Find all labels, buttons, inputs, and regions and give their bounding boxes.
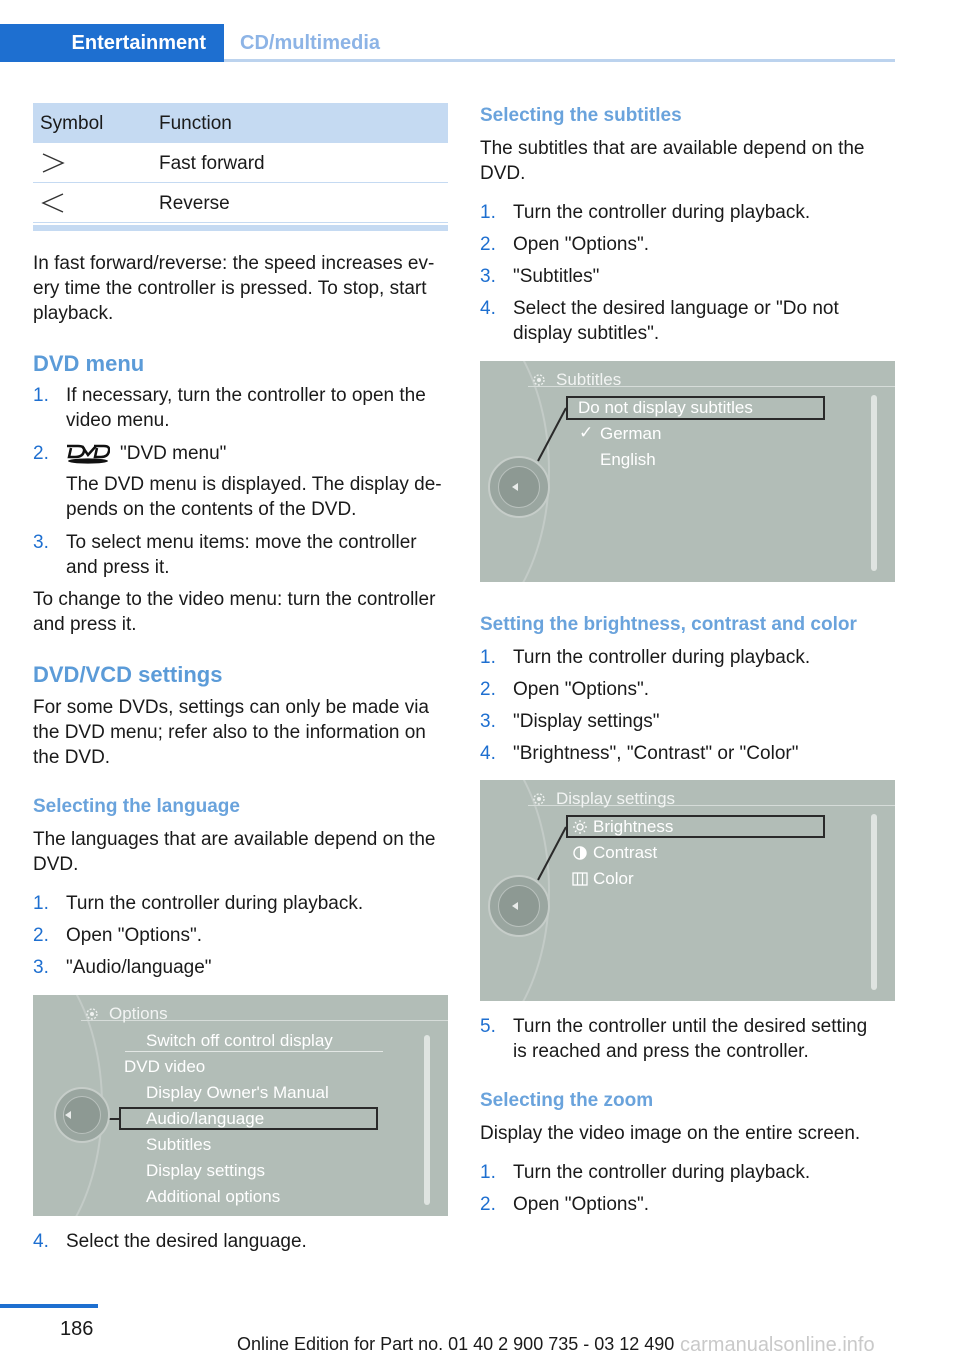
menu-item-dvd-video[interactable]: DVD video bbox=[124, 1057, 206, 1076]
menu-item-owners-manual[interactable]: Display Owner's Manual bbox=[146, 1083, 329, 1102]
tab-cd-multimedia-label: CD/multimedia bbox=[240, 32, 381, 54]
text-line: is reached and press the controller. bbox=[513, 1041, 809, 1062]
contrast-icon bbox=[572, 845, 588, 861]
list-number: 3. bbox=[480, 266, 496, 287]
dvd-logo-icon bbox=[66, 444, 110, 464]
watermark: carmanualsonline.info bbox=[680, 1334, 875, 1356]
list-item bbox=[480, 1192, 900, 1217]
fast-forward-paragraph bbox=[33, 251, 453, 326]
list-text: Turn the controller during playback. bbox=[513, 202, 811, 223]
symbol-table bbox=[33, 103, 448, 231]
col-symbol-header: Symbol bbox=[40, 113, 104, 134]
list-text: Turn the controller during playback. bbox=[66, 893, 364, 914]
list-item bbox=[33, 472, 453, 522]
options-gear-icon bbox=[530, 790, 548, 808]
list-item bbox=[33, 1229, 453, 1254]
pointer-line bbox=[532, 825, 572, 885]
text-line: video menu. bbox=[66, 410, 170, 431]
table-row bbox=[33, 183, 448, 223]
text-line: and press it. bbox=[33, 614, 137, 635]
list-number: 2. bbox=[480, 679, 496, 700]
footer-accent-bar bbox=[0, 1304, 98, 1308]
list-number: 1. bbox=[480, 202, 496, 223]
text-line: The DVD menu is displayed. The display de- bbox=[66, 474, 442, 495]
tab-cd-multimedia[interactable] bbox=[224, 24, 895, 62]
menu-item-subtitles[interactable]: Subtitles bbox=[146, 1135, 212, 1154]
text-line: "DVD menu" bbox=[120, 443, 227, 464]
list-number: 1. bbox=[480, 647, 496, 668]
edition-text: Online Edition for Part no. 01 40 2 900 735 - 03 12 490 bbox=[237, 1334, 675, 1354]
list-number: 3. bbox=[33, 532, 49, 553]
screen-title: Subtitles bbox=[556, 370, 622, 389]
list-number: 1. bbox=[480, 1162, 496, 1183]
display-settings-screen-image bbox=[480, 780, 895, 1001]
text-line: In fast forward/reverse: the speed increases ev- bbox=[33, 253, 435, 274]
function-fast-forward: Fast forward bbox=[159, 153, 265, 174]
list-number: 2. bbox=[480, 1194, 496, 1215]
list-text: Open "Options". bbox=[513, 234, 650, 255]
brightness-icon bbox=[572, 819, 588, 835]
text-line: The subtitles that are available depend on the bbox=[480, 138, 865, 159]
video-menu-paragraph bbox=[33, 587, 453, 637]
list-item bbox=[33, 923, 453, 948]
list-item bbox=[480, 741, 900, 766]
screen-title: Options bbox=[109, 1004, 168, 1023]
text-line: DVD. bbox=[33, 854, 79, 875]
list-number: 1. bbox=[33, 385, 49, 406]
list-number: 3. bbox=[480, 711, 496, 732]
text-line: To select menu items: move the controller bbox=[66, 532, 417, 553]
list-number: 2. bbox=[33, 443, 49, 464]
left-arrow-icon bbox=[510, 482, 520, 492]
menu-item-display-settings[interactable]: Display settings bbox=[146, 1161, 266, 1180]
list-item bbox=[480, 1160, 900, 1185]
list-item bbox=[480, 296, 900, 346]
left-arrow-icon bbox=[510, 901, 520, 911]
zoom-paragraph: Display the video image on the entire screen. bbox=[480, 1123, 861, 1144]
scrollbar[interactable] bbox=[871, 814, 877, 990]
subtitles-paragraph bbox=[480, 136, 900, 186]
options-gear-icon bbox=[530, 371, 548, 389]
scrollbar[interactable] bbox=[871, 395, 877, 571]
menu-item-english[interactable]: English bbox=[600, 450, 656, 469]
list-number: 5. bbox=[480, 1016, 496, 1037]
checkmark-icon: ✓ bbox=[579, 423, 594, 442]
text-line: If necessary, turn the controller to open the bbox=[66, 385, 426, 406]
table-header bbox=[33, 103, 448, 143]
brightness-heading: Setting the brightness, contrast and color bbox=[480, 614, 857, 635]
list-number: 1. bbox=[33, 893, 49, 914]
menu-item-contrast[interactable]: Contrast bbox=[593, 843, 658, 862]
list-number: 2. bbox=[480, 234, 496, 255]
menu-item-no-subtitles[interactable]: Do not display subtitles bbox=[578, 398, 753, 417]
list-text: Open "Options". bbox=[513, 1194, 650, 1215]
selecting-subtitles-heading: Selecting the subtitles bbox=[480, 105, 682, 126]
list-number: 4. bbox=[480, 743, 496, 764]
page-number: 186 bbox=[60, 1318, 94, 1340]
text-line: and press it. bbox=[66, 557, 170, 578]
header-divider bbox=[224, 59, 895, 62]
text-line: ery time the controller is pressed. To stop, start bbox=[33, 278, 427, 299]
left-arrow-icon bbox=[63, 1110, 73, 1120]
list-number: 4. bbox=[480, 298, 496, 319]
reverse-icon bbox=[41, 191, 65, 215]
list-item bbox=[480, 677, 900, 702]
list-text: "Display settings" bbox=[513, 711, 660, 732]
list-text: Open "Options". bbox=[513, 679, 650, 700]
menu-item-color[interactable]: Color bbox=[593, 869, 634, 888]
screen-title: Display settings bbox=[556, 789, 676, 808]
dvd-menu-heading: DVD menu bbox=[33, 351, 145, 376]
text-line: Select the desired language or "Do not bbox=[513, 298, 839, 319]
settings-paragraph bbox=[33, 695, 453, 770]
tab-entertainment-label: Entertainment bbox=[71, 32, 206, 54]
list-item bbox=[480, 264, 900, 289]
list-item bbox=[480, 232, 900, 257]
subtitles-screen-image bbox=[480, 361, 895, 582]
color-icon bbox=[572, 871, 588, 887]
text-line: playback. bbox=[33, 303, 114, 324]
menu-divider bbox=[125, 1051, 383, 1052]
function-reverse: Reverse bbox=[159, 193, 230, 214]
selecting-zoom-heading: Selecting the zoom bbox=[480, 1090, 654, 1111]
text-line: the DVD menu; refer also to the information on bbox=[33, 722, 426, 743]
text-line: Turn the controller until the desired setting bbox=[513, 1016, 868, 1037]
col-function-header: Function bbox=[159, 113, 232, 134]
list-text: Open "Options". bbox=[66, 925, 203, 946]
list-item bbox=[480, 1014, 900, 1064]
text-line: The languages that are available depend on the bbox=[33, 829, 436, 850]
scrollbar[interactable] bbox=[424, 1035, 430, 1205]
pointer-line bbox=[532, 406, 572, 466]
list-text: Turn the controller during playback. bbox=[513, 647, 811, 668]
page-header bbox=[0, 0, 960, 62]
menu-item-additional-options[interactable]: Additional options bbox=[146, 1187, 281, 1206]
text-line: DVD. bbox=[480, 163, 526, 184]
list-item bbox=[33, 441, 453, 466]
table-row bbox=[33, 143, 448, 183]
list-item bbox=[33, 955, 453, 980]
fast-forward-icon bbox=[41, 151, 65, 175]
tab-entertainment[interactable] bbox=[0, 24, 224, 62]
list-item bbox=[33, 891, 453, 916]
list-text: Select the desired language. bbox=[66, 1231, 307, 1252]
selecting-language-heading: Selecting the language bbox=[33, 796, 240, 817]
text-line: display subtitles". bbox=[513, 323, 660, 344]
menu-item-audio-language[interactable]: Audio/language bbox=[146, 1109, 265, 1128]
list-item bbox=[33, 530, 453, 580]
list-item bbox=[480, 645, 900, 670]
list-text: "Audio/language" bbox=[66, 957, 212, 978]
list-item bbox=[33, 383, 453, 433]
list-text: "Subtitles" bbox=[513, 266, 600, 287]
list-number: 3. bbox=[33, 957, 49, 978]
options-gear-icon bbox=[83, 1005, 101, 1023]
options-screen-image bbox=[33, 995, 448, 1216]
list-number: 4. bbox=[33, 1231, 49, 1252]
text-line: the DVD. bbox=[33, 747, 111, 768]
table-footer-rule bbox=[33, 225, 448, 231]
menu-item-switch-off-display[interactable]: Switch off control display bbox=[146, 1031, 333, 1050]
text-line: To change to the video menu: turn the controller bbox=[33, 589, 436, 610]
list-item bbox=[480, 709, 900, 734]
menu-item-brightness[interactable]: Brightness bbox=[593, 817, 674, 836]
language-paragraph bbox=[33, 827, 453, 877]
list-text: Turn the controller during playback. bbox=[513, 1162, 811, 1183]
text-line: pends on the contents of the DVD. bbox=[66, 499, 357, 520]
list-item bbox=[480, 200, 900, 225]
text-line: For some DVDs, settings can only be made via bbox=[33, 697, 430, 718]
list-text: "Brightness", "Contrast" or "Color" bbox=[513, 743, 799, 764]
list-number: 2. bbox=[33, 925, 49, 946]
menu-item-german[interactable]: German bbox=[600, 424, 662, 443]
dvd-vcd-settings-heading: DVD/VCD settings bbox=[33, 662, 223, 687]
